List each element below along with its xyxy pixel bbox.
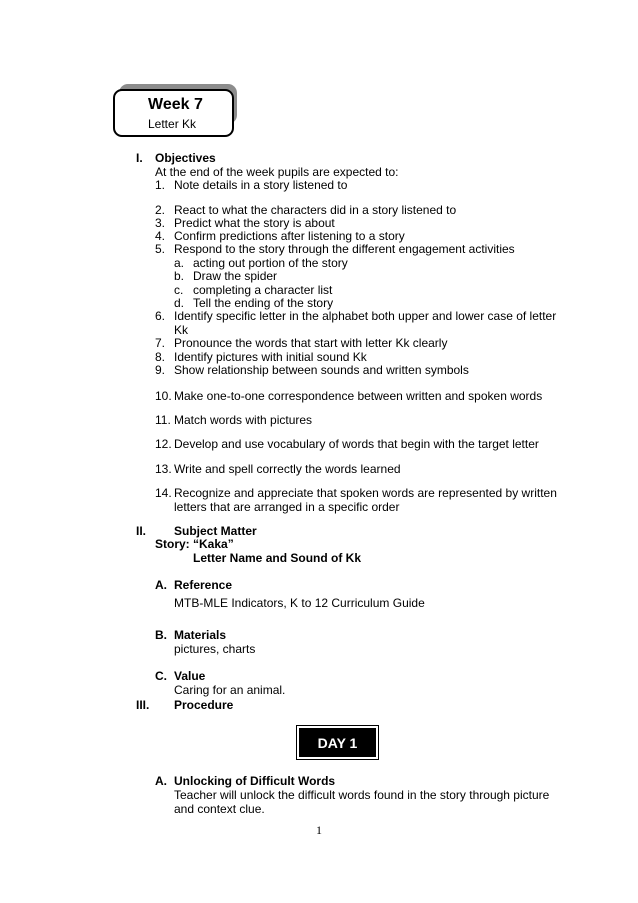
objective-text: Write and spell correctly the words learned — [174, 462, 401, 476]
value-title: Value — [174, 669, 206, 683]
reference-text: MTB-MLE Indicators, K to 12 Curriculum Guide — [174, 596, 425, 610]
subitem-letter: d. — [174, 296, 185, 310]
objective-number: 4. — [155, 229, 166, 243]
unlocking-label: A. — [155, 774, 167, 788]
section-title-objectives: Objectives — [155, 151, 216, 165]
objective-number: 8. — [155, 350, 166, 364]
objective-text-continued: letters that are arranged in a specific order — [174, 500, 400, 514]
section-numeral-subject-matter: II. — [136, 524, 147, 538]
materials-label: B. — [155, 628, 167, 642]
unlocking-title: Unlocking of Difficult Words — [174, 774, 336, 788]
objective-text-continued: Kk — [174, 323, 189, 337]
objective-number: 10. — [155, 389, 172, 403]
objective-text: Respond to the story through the different engagement activities — [174, 242, 515, 256]
section-title-subject-matter: Subject Matter — [174, 524, 257, 538]
week-letter: Letter Kk — [148, 117, 197, 131]
objective-text: Predict what the story is about — [174, 216, 335, 230]
objective-text: Pronounce the words that start with letter Kk clearly — [174, 336, 448, 350]
objective-text: Identify pictures with initial sound Kk — [174, 350, 367, 364]
subitem-text: Tell the ending of the story — [193, 296, 334, 310]
day-badge — [297, 726, 378, 759]
subitem-letter: a. — [174, 256, 185, 270]
reference-label: A. — [155, 578, 167, 592]
reference-title: Reference — [174, 578, 233, 592]
objective-text: Note details in a story listened to — [174, 178, 348, 192]
story-title: Story: “Kaka” — [155, 537, 234, 551]
objective-text: Confirm predictions after listening to a story — [174, 229, 405, 243]
objective-number: 11. — [155, 413, 171, 427]
subitem-letter: b. — [174, 269, 185, 283]
subitem-letter: c. — [174, 283, 184, 297]
value-label: C. — [155, 669, 167, 683]
day-label: DAY 1 — [317, 734, 358, 751]
unlocking-text-line-1: Teacher will unlock the difficult words found in the story through picture — [174, 788, 550, 802]
objective-text: Match words with pictures — [174, 413, 313, 427]
objective-number: 14. — [155, 486, 172, 500]
materials-title: Materials — [174, 628, 227, 642]
unlocking-text-line-2: and context clue. — [174, 802, 265, 816]
subitem-text: completing a character list — [193, 283, 333, 297]
objective-number: 2. — [155, 203, 166, 217]
objectives-intro: At the end of the week pupils are expected to: — [155, 165, 399, 179]
subitem-text: Draw the spider — [193, 269, 278, 283]
objective-number: 13. — [155, 462, 172, 476]
objective-text: Make one-to-one correspondence between written and spoken words — [174, 389, 543, 403]
objective-number: 6. — [155, 309, 166, 323]
page-number: 1 — [316, 823, 322, 837]
objective-text: React to what the characters did in a story listened to — [174, 203, 457, 217]
objective-number: 7. — [155, 336, 166, 350]
materials-text: pictures, charts — [174, 642, 256, 656]
week-header-box — [113, 89, 234, 137]
subitem-text: acting out portion of the story — [193, 256, 348, 270]
value-text: Caring for an animal. — [174, 683, 286, 697]
objective-number: 5. — [155, 242, 166, 256]
section-numeral-procedure: III. — [136, 698, 150, 712]
objective-text: Identify specific letter in the alphabet both upper and lower case of letter — [174, 309, 557, 323]
section-numeral-objectives: I. — [136, 151, 143, 165]
objective-number: 3. — [155, 216, 166, 230]
objective-text: Recognize and appreciate that spoken words are represented by written — [174, 486, 557, 500]
objective-number: 1. — [155, 178, 166, 192]
section-title-procedure: Procedure — [174, 698, 234, 712]
objective-text: Show relationship between sounds and written symbols — [174, 363, 469, 377]
objective-number: 9. — [155, 363, 166, 377]
letter-name-line: Letter Name and Sound of Kk — [193, 551, 362, 565]
objective-number: 12. — [155, 437, 172, 451]
objective-text: Develop and use vocabulary of words that begin with the target letter — [174, 437, 539, 451]
week-title: Week 7 — [148, 96, 203, 113]
